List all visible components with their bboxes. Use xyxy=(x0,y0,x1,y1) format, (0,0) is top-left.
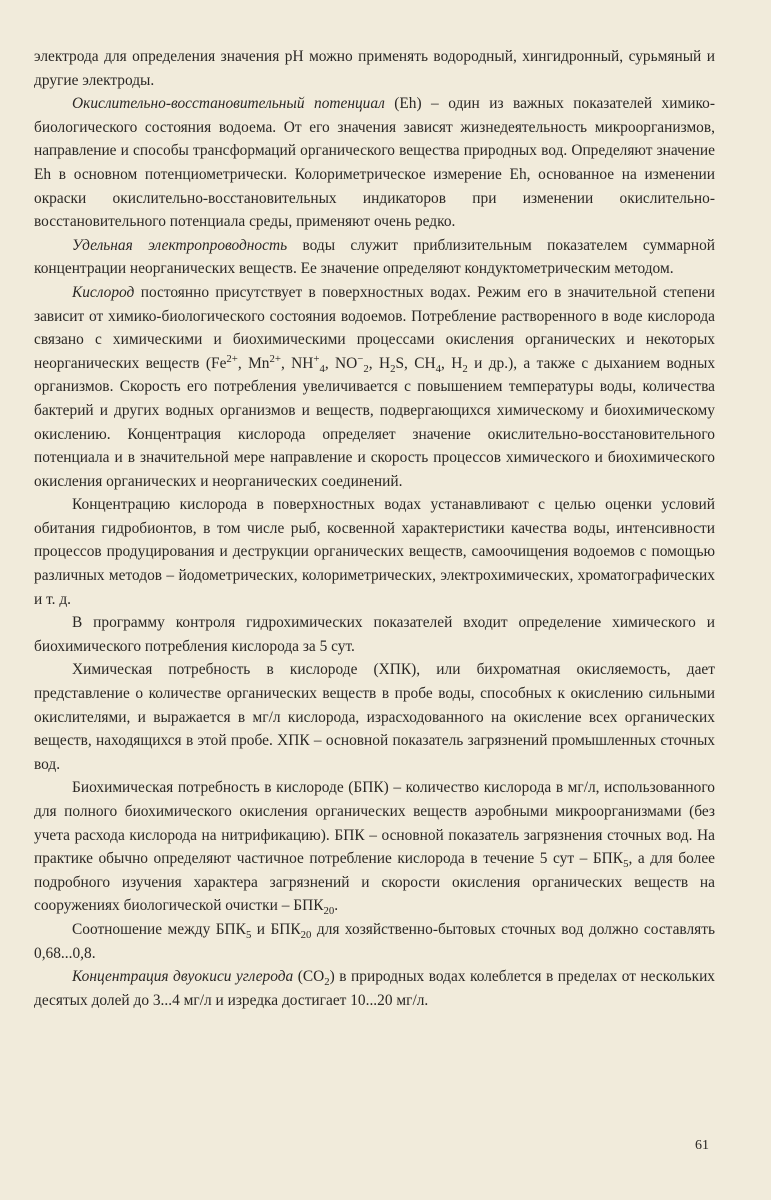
term-conductivity: Удельная электропроводность xyxy=(72,236,288,254)
paragraph-conductivity: Удельная электропроводность воды служит приблизительным показателем суммарной концентрации неорганических веществ. Ее значение определяют кондуктометрическим методом. xyxy=(34,236,716,278)
page-number: 61 xyxy=(695,1138,709,1153)
body-text xyxy=(34,45,715,1012)
term-oxygen: Кислород xyxy=(72,283,135,301)
paragraph-control-program: В программу контроля гидрохимических показателей входит определение химического и биохимического потребления кислорода за 5 сут. xyxy=(34,614,715,655)
paragraph-bod-ratio: Соотношение между $БПК_5$ и $БПК_{20}$ для хозяйственно-бытовых сточных вод должно составлять 0,68...0,8. xyxy=(34,920,715,962)
paragraph-co2: Концентрация двуокиси углерода $(СО_2)$ в природных водах колеблется в пределах от нескольких десятых долей до 3...4 мг/л и изредка достигает 10...20 мг/л. xyxy=(34,968,715,1009)
paragraph-oxygen-methods: Концентрацию кислорода в поверхностных водах устанавливают с целью оценки условий обитания гидробионтов, в том числе рыб, косвенной характеристики качества воды, интенсивности процессов продуцирования и деструкции органических веществ, самоочищения водоемов с помощью различных методов – йодометрических, колориметрических, электрохимических, хроматографических и т. д. xyxy=(34,496,715,608)
paragraph-electrodes: электрода для определения значения pH можно применять водородный, хингидронный, сурьмяный и другие электроды. xyxy=(34,48,715,89)
paragraph-cod: Химическая потребность в кислороде (ХПК), или бихроматная окисляемость, дает представление о количестве органических веществ в пробе воды, способных к окислению сильными окислителями, и выражается в мг/л кислорода, израсходованного на окисление всех органических веществ, находящихся в этой пробе. ХПК – основной показатель загрязнений промышленных сточных вод. xyxy=(34,661,715,773)
paragraph-redox-potential: Окислительно-восстановительный потенциал (Eh) – один из важных показателей химико-биологического состояния водоема. От его значения зависят жизнедеятельность микроорганизмов, направление и способы трансформаций органического вещества природных вод. Определяют значение Eh в основном потенциометрически. Колориметрическое измерение Eh, основанное на изменении окраски окислительно-восстановительных индикаторов при изменении окислительно-восстановительного потенциала среды, применяют очень редко. xyxy=(34,95,715,231)
paragraph-oxygen: Кислород постоянно присутствует в поверхностных водах. Режим его в значительной степени зависит от химико-биологического состояния водоемов. Потребление растворенного в воде кислорода связано с химическими и биохимическими процессами окисления органических и некоторых неорганических веществ ($Fe^{2+}$, $Mn^{2+}$, $NH^+_4$, $NO^-_2$, $H_2S$, $CH_4$, $H_2$ и др.), а также с дыханием водных организмов. Скорость его потребления увеличивается с повышением температуры воды, количества бактерий и других водных организмов и веществ, подвергающихся химическому и биохимическому окислению. Концентрация кислорода определяет значение окислительно-восстановительного потенциала и в значительной мере направление и скорость процессов химического и биохимического окисления органических и неорганических соединений. xyxy=(34,283,716,490)
term-co2: Концентрация двуокиси углерода xyxy=(72,968,294,986)
term-redox-potential: Окислительно-восстановительный потенциал xyxy=(72,95,385,113)
paragraph-bod: Биохимическая потребность в кислороде (БПК) – количество кислорода в мг/л, использованного для полного биохимического окисления органических веществ аэробными микроорганизмами (без учета расхода кислорода на нитрификацию). БПК – основной показатель загрязнения сточных вод. На практике обычно определяют частичное потребление кислорода в течение 5 сут – $БПК_5$, а для более подробного изучения характера загрязнений и скорости окисления органических веществ на сооружениях биологической очистки – $БПК_{20}$. xyxy=(34,779,715,918)
